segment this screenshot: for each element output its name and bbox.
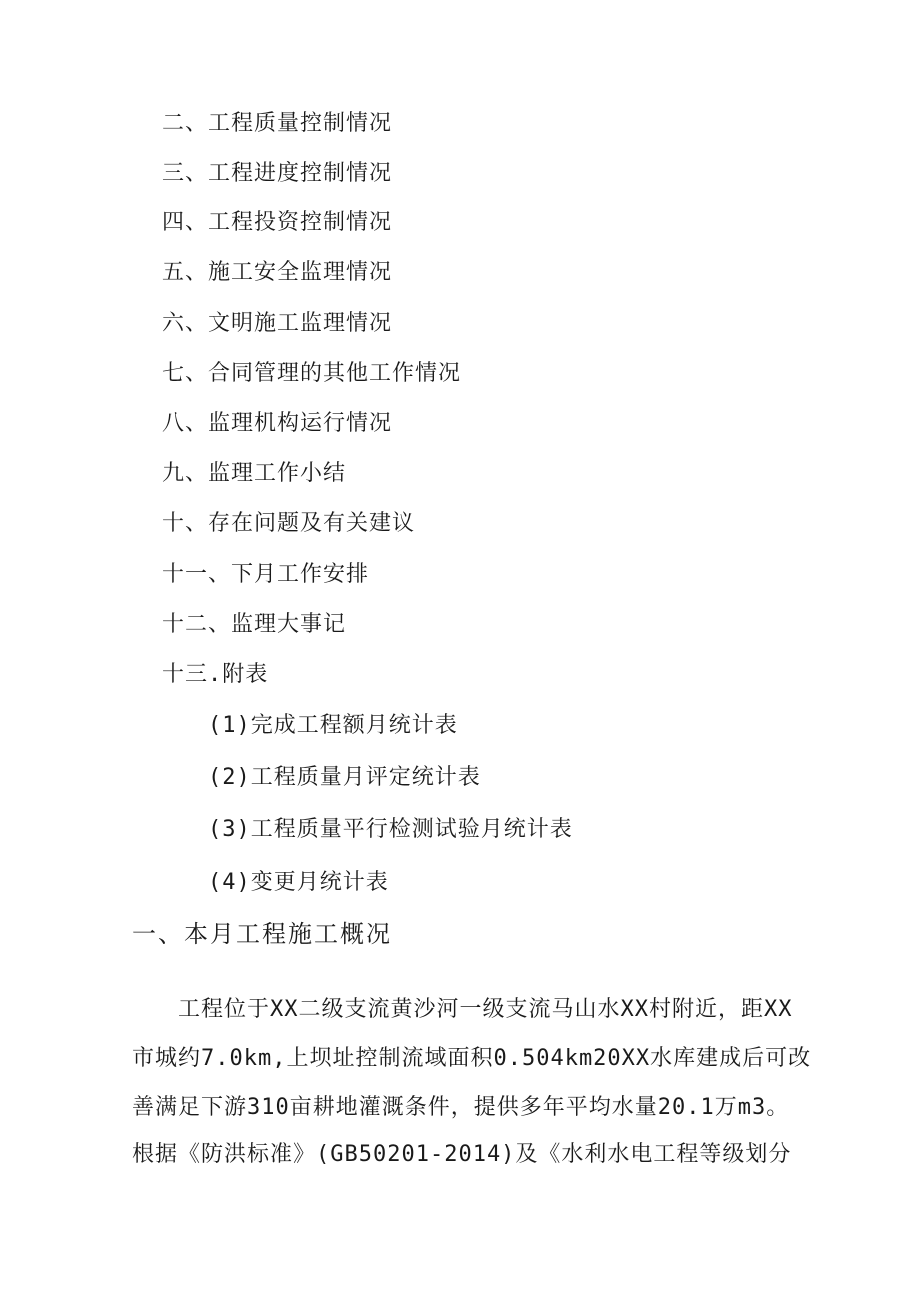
toc-item-progress: 三、工程进度控制情况 [162, 161, 393, 186]
toc-item-contract-management: 七、合同管理的其他工作情况 [162, 361, 462, 386]
toc-subitem-completed-amount: (1)完成工程额月统计表 [208, 713, 458, 738]
paragraph-line: 善满足下游310亩耕地灌溉条件，提供多年平均水量20.1万m3。 [132, 1095, 790, 1120]
toc-subitem-quality-evaluation: (2)工程质量月评定统计表 [208, 765, 481, 790]
toc-item-appendix: 十三.附表 [162, 662, 269, 687]
toc-item-problems-suggestions: 十、存在问题及有关建议 [162, 511, 416, 536]
toc-item-investment: 四、工程投资控制情况 [162, 210, 393, 235]
section-heading: 一、本月工程施工概况 [132, 920, 392, 948]
toc-item-next-month-plan: 十一、下月工作安排 [162, 562, 370, 587]
paragraph-line: 工程位于XX二级支流黄沙河一级支流马山水XX村附近，距XX [178, 997, 793, 1022]
toc-item-major-events: 十二、监理大事记 [162, 612, 347, 637]
toc-item-safety: 五、施工安全监理情况 [162, 260, 393, 285]
toc-item-quality: 二、工程质量控制情况 [162, 111, 393, 136]
toc-item-civilized-construction: 六、文明施工监理情况 [162, 311, 393, 336]
toc-item-work-summary: 九、监理工作小结 [162, 461, 347, 486]
paragraph-line: 根据《防洪标准》(GB50201-2014)及《水利水电工程等级划分 [132, 1142, 792, 1167]
toc-subitem-changes: (4)变更月统计表 [208, 870, 389, 895]
paragraph-line: 市城约7.0km,上坝址控制流域面积0.504km20XX水库建成后可改 [132, 1046, 812, 1071]
toc-subitem-parallel-testing: (3)工程质量平行检测试验月统计表 [208, 817, 573, 842]
toc-item-agency-operation: 八、监理机构运行情况 [162, 411, 393, 436]
